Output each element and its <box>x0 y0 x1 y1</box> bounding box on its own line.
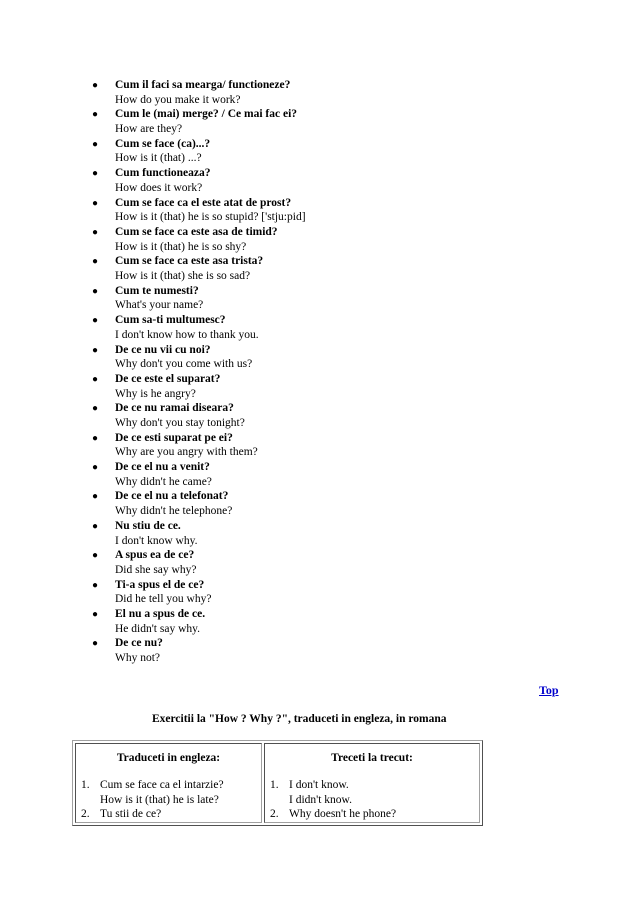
phrase-romanian: Cum functioneaza? <box>115 167 211 180</box>
exercise-item <box>265 807 479 822</box>
phrase-english: Did he tell you why? <box>115 593 212 606</box>
exercise-item-text: Cum se face ca el intarzie? <box>100 779 224 791</box>
phrase-item <box>92 137 552 166</box>
phrase-romanian: Cum le (mai) merge? / Ce mai fac ei? <box>115 108 298 121</box>
bullet-icon: ● <box>92 432 99 444</box>
exercise-left-title: Traduceti in engleza: <box>116 752 221 764</box>
exercise-table <box>72 740 483 826</box>
phrase-item <box>92 489 552 518</box>
phrase-romanian: Ti-a spus el de ce? <box>115 578 205 591</box>
bullet-icon: ● <box>92 579 99 591</box>
phrase-item <box>92 166 552 195</box>
phrase-english: I don't know why. <box>115 534 198 547</box>
bullet-icon: ● <box>92 109 99 121</box>
phrase-item <box>92 460 552 489</box>
phrase-romanian: De ce nu? <box>115 637 163 650</box>
top-link[interactable]: Top <box>539 683 559 697</box>
phrase-romanian: De ce esti suparat pe ei? <box>115 431 233 444</box>
phrase-english: Why is he angry? <box>115 387 196 400</box>
phrase-english: Why didn't he telephone? <box>115 505 233 518</box>
bullet-icon: ● <box>92 315 99 327</box>
bullet-icon: ● <box>92 80 99 91</box>
phrase-english: What's your name? <box>115 299 204 312</box>
phrase-romanian: Cum te numesti? <box>115 284 199 297</box>
phrase-item <box>92 578 552 607</box>
phrase-item <box>92 636 552 665</box>
exercise-item <box>76 807 261 822</box>
phrase-romanian: Cum se face ca este asa trista? <box>115 255 264 268</box>
bullet-icon: ● <box>92 256 99 268</box>
exercise-item-number: 2. <box>270 808 279 820</box>
bullet-icon: ● <box>92 168 99 180</box>
bullet-icon: ● <box>92 285 99 297</box>
phrase-romanian: Cum se face ca el este atat de prost? <box>115 196 292 209</box>
exercise-cell-right <box>264 743 480 823</box>
phrase-english: Why didn't he came? <box>115 475 212 488</box>
phrase-romanian: Nu stiu de ce. <box>115 519 181 532</box>
phrase-english: I don't know how to thank you. <box>115 328 259 341</box>
bullet-icon: ● <box>92 138 99 150</box>
phrase-romanian: De ce el nu a telefonat? <box>115 490 229 503</box>
phrase-english: Why are you angry with them? <box>115 446 258 459</box>
phrase-romanian: Cum sa-ti multumesc? <box>115 314 226 327</box>
bullet-icon: ● <box>92 520 99 532</box>
phrase-item <box>92 313 552 342</box>
bullet-icon: ● <box>92 491 99 503</box>
exercise-item-text: I don't know. <box>289 779 349 791</box>
exercise-item-text: Tu stii de ce? <box>100 808 162 820</box>
phrase-english: Why don't you stay tonight? <box>115 417 245 429</box>
phrase-item <box>92 607 552 636</box>
phrase-english: Why not? <box>115 652 161 665</box>
phrase-item <box>92 343 552 372</box>
phrase-romanian: De ce nu ramai diseara? <box>115 402 234 415</box>
phrase-romanian: A spus ea de ce? <box>115 549 195 562</box>
phrase-english: Did she say why? <box>115 563 197 576</box>
phrase-item <box>92 225 552 254</box>
exercise-item <box>76 778 261 807</box>
exercise-cell-left <box>75 743 262 823</box>
phrase-item <box>92 548 552 577</box>
bullet-icon: ● <box>92 403 99 415</box>
phrase-item <box>92 196 552 225</box>
exercise-item-text: I didn't know. <box>289 793 352 806</box>
exercise-right-title: Treceti la trecut: <box>331 752 413 764</box>
phrase-item <box>92 284 552 313</box>
bullet-icon: ● <box>92 197 99 209</box>
phrase-english: How are they? <box>115 123 183 136</box>
exercise-right-list <box>265 778 479 822</box>
exercise-heading: Exercitii la "How ? Why ?", traduceti in engleza, in romana <box>152 713 447 725</box>
bullet-icon: ● <box>92 609 99 621</box>
phrase-item <box>92 431 552 460</box>
exercise-item-number: 1. <box>270 779 279 791</box>
exercise-left-list <box>76 778 261 822</box>
phrase-english: How is it (that) ...? <box>115 152 202 165</box>
phrase-english: Why don't you come with us? <box>115 358 253 371</box>
phrase-romanian: De ce este el suparat? <box>115 372 221 385</box>
phrase-romanian: Cum se face ca este asa de timid? <box>115 225 278 238</box>
phrase-list <box>92 78 552 666</box>
exercise-item-text: Why doesn't he phone? <box>289 808 397 820</box>
bullet-icon: ● <box>92 462 99 474</box>
phrase-romanian: El nu a spus de ce. <box>115 608 206 621</box>
exercise-item <box>265 778 479 807</box>
exercise-item-number: 2. <box>81 808 90 820</box>
phrase-item <box>92 254 552 283</box>
phrase-romanian: Cum il faci sa mearga/ functioneze? <box>115 79 291 91</box>
phrase-english: How is it (that) he is so stupid? ['stju:pid] <box>115 211 306 224</box>
bullet-icon: ● <box>92 344 99 356</box>
phrase-romanian: De ce nu vii cu noi? <box>115 343 211 356</box>
phrase-item <box>92 78 552 107</box>
phrase-english: How is it (that) she is so sad? <box>115 270 251 283</box>
phrase-romanian: Cum se face (ca)...? <box>115 137 211 150</box>
exercise-item-text: How is it (that) he is late? <box>100 793 219 806</box>
phrase-item <box>92 372 552 401</box>
phrase-item <box>92 519 552 548</box>
exercise-item-number: 1. <box>81 779 90 791</box>
phrase-item <box>92 401 552 430</box>
bullet-icon: ● <box>92 226 99 238</box>
phrase-english: How is it (that) he is so shy? <box>115 240 247 253</box>
phrase-romanian: De ce el nu a venit? <box>115 461 210 474</box>
phrase-english: He didn't say why. <box>115 622 201 635</box>
bullet-icon: ● <box>92 373 99 385</box>
phrase-english: How do you make it work? <box>115 93 241 106</box>
bullet-icon: ● <box>92 550 99 562</box>
phrase-english: How does it work? <box>115 181 203 194</box>
phrase-item <box>92 107 552 136</box>
bullet-icon: ● <box>92 638 99 650</box>
